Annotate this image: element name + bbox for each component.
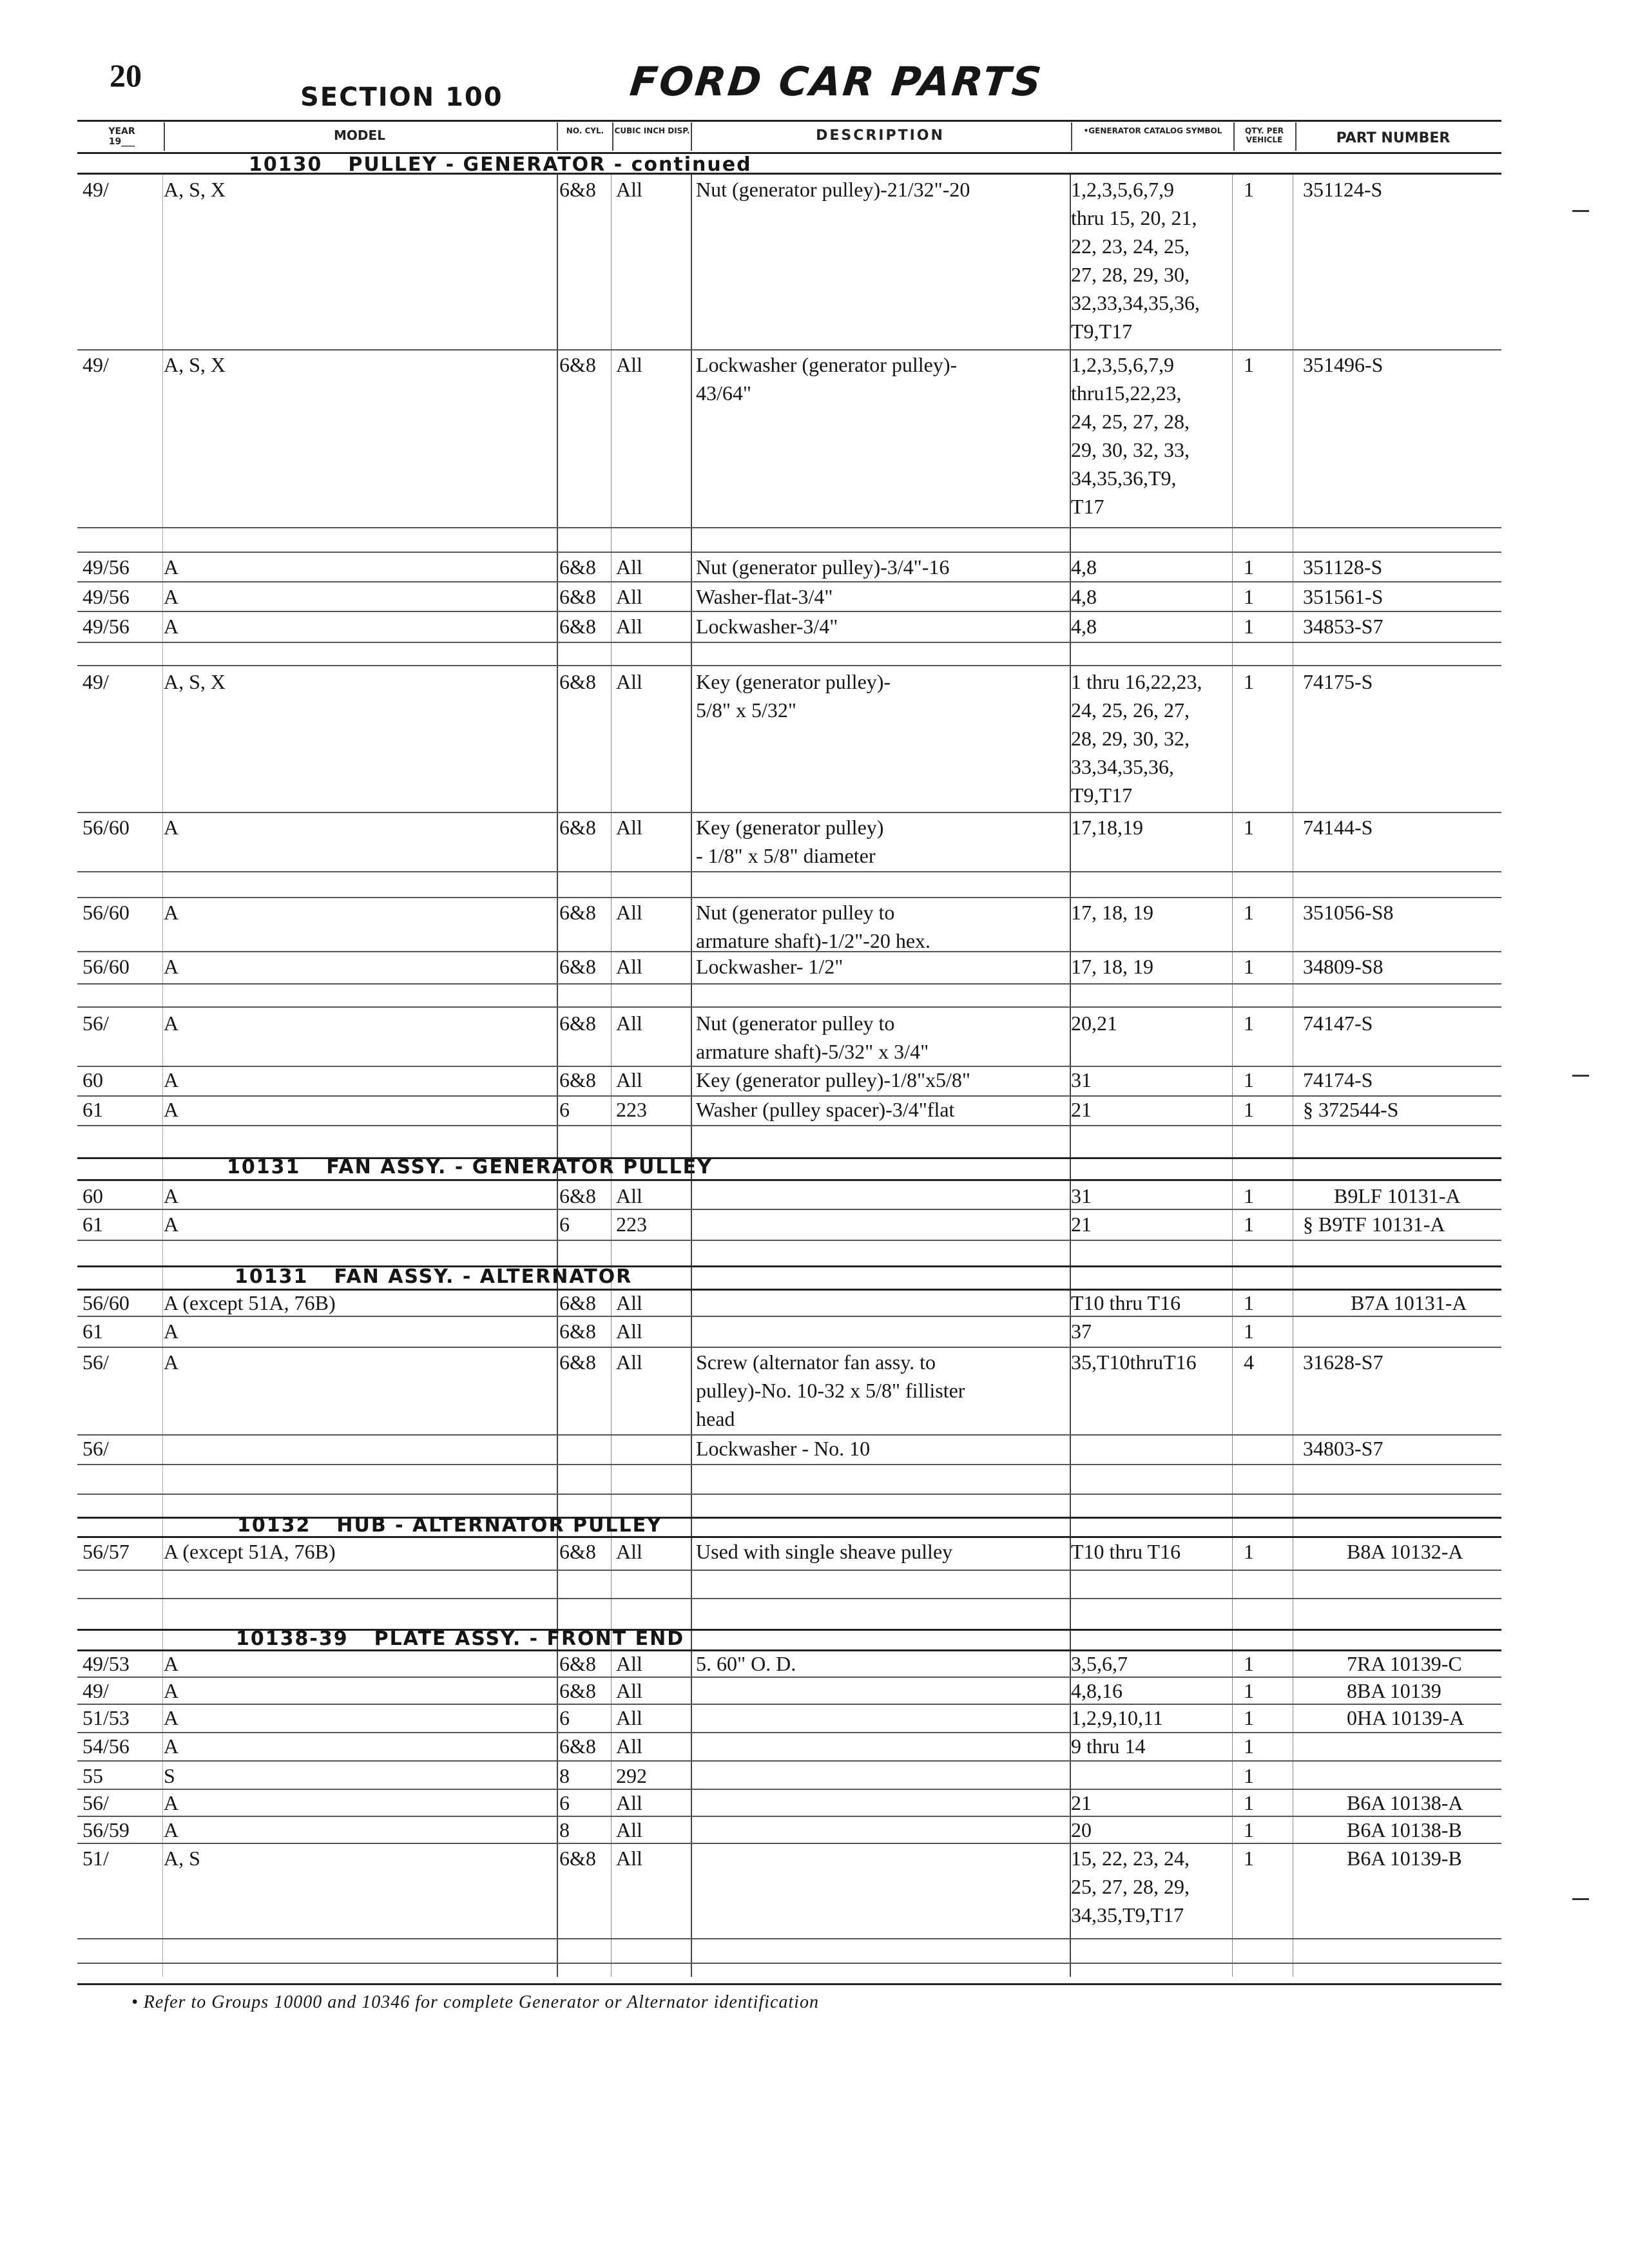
- col-model: MODEL: [334, 128, 385, 143]
- symbol-cell: 9 thru 14: [1071, 1735, 1146, 1758]
- part-number-cell: 351496-S: [1303, 353, 1383, 376]
- cyl-cell: 6&8: [559, 1652, 596, 1675]
- year-cell: 56/59: [82, 1818, 130, 1841]
- model-cell: A: [164, 1735, 179, 1758]
- disp-cell: 292: [616, 1764, 647, 1787]
- cyl-cell: 6&8: [559, 1320, 596, 1343]
- symbol-cell: 4,8,16: [1071, 1679, 1123, 1702]
- cyl-cell: 6&8: [559, 1540, 596, 1563]
- description-cell: Lockwasher - No. 10: [696, 1437, 871, 1460]
- cyl-cell: 6: [559, 1213, 570, 1236]
- symbol-cell: 31: [1071, 1068, 1092, 1091]
- year-cell: 56/60: [82, 1291, 130, 1314]
- symbol-cell: 17,18,19: [1071, 816, 1143, 839]
- symbol-cell: 21: [1071, 1098, 1092, 1121]
- cyl-cell: 6&8: [559, 1735, 596, 1758]
- qty-cell: 1: [1244, 1213, 1254, 1236]
- cyl-cell: 6&8: [559, 901, 596, 924]
- col-description: DESCRIPTION: [816, 128, 945, 144]
- model-cell: A: [164, 955, 179, 978]
- disp-cell: All: [616, 585, 642, 608]
- symbol-cell: 31: [1071, 1184, 1092, 1207]
- disp-cell: All: [616, 1735, 642, 1758]
- symbol-cell: 4,8: [1071, 555, 1097, 579]
- description-cell: Nut (generator pulley to armature shaft)-5/32" x 3/4": [696, 1012, 929, 1063]
- disp-cell: All: [616, 901, 642, 924]
- part-number-cell: B6A 10138-B: [1347, 1818, 1462, 1841]
- model-cell: A: [164, 1012, 179, 1035]
- year-cell: 61: [82, 1098, 103, 1121]
- model-cell: A: [164, 901, 179, 924]
- qty-cell: 1: [1244, 1098, 1254, 1121]
- disp-cell: 223: [616, 1213, 647, 1236]
- qty-cell: 1: [1244, 1320, 1254, 1343]
- qty-cell: 1: [1244, 585, 1254, 608]
- symbol-cell: 35,T10thruT16: [1071, 1350, 1197, 1374]
- col-qty: QTY. PER VEHICLE: [1244, 126, 1284, 144]
- disp-cell: All: [616, 1847, 642, 1870]
- model-cell: A: [164, 1652, 179, 1675]
- qty-cell: 1: [1244, 1791, 1254, 1814]
- model-cell: A (except 51A, 76B): [164, 1540, 336, 1563]
- qty-cell: 1: [1244, 1012, 1254, 1035]
- model-cell: A: [164, 615, 179, 638]
- qty-cell: 1: [1244, 670, 1254, 693]
- disp-cell: All: [616, 1818, 642, 1841]
- part-number-cell: 0HA 10139-A: [1347, 1706, 1465, 1729]
- cyl-cell: 8: [559, 1764, 570, 1787]
- group-name: FAN ASSY. - ALTERNATOR: [334, 1265, 633, 1288]
- cyl-cell: 6&8: [559, 1847, 596, 1870]
- part-number-cell: 351128-S: [1303, 555, 1383, 579]
- disp-cell: All: [616, 1068, 642, 1091]
- disp-cell: All: [616, 1652, 642, 1675]
- model-cell: A: [164, 1068, 179, 1091]
- group-title-10132: [237, 1514, 662, 1537]
- cyl-cell: 6&8: [559, 585, 596, 608]
- qty-cell: 1: [1244, 901, 1254, 924]
- description-cell: Lockwasher- 1/2": [696, 955, 843, 978]
- cyl-cell: 6: [559, 1098, 570, 1121]
- page-number: 20: [110, 57, 142, 93]
- col-year-sub: 19___: [108, 137, 135, 147]
- symbol-cell: T10 thru T16: [1071, 1540, 1181, 1563]
- year-cell: 56/60: [82, 901, 130, 924]
- cyl-cell: 6&8: [559, 1350, 596, 1374]
- part-number-cell: B9LF 10131-A: [1334, 1184, 1461, 1207]
- year-cell: 60: [82, 1068, 103, 1091]
- document-title: FORD CAR PARTS: [628, 58, 1046, 105]
- qty-cell: 1: [1244, 1706, 1254, 1729]
- disp-cell: All: [616, 955, 642, 978]
- qty-cell: 4: [1244, 1350, 1254, 1374]
- description-cell: 5. 60" O. D.: [696, 1652, 796, 1675]
- part-number-cell: 8BA 10139: [1347, 1679, 1441, 1702]
- year-cell: 56/: [82, 1012, 109, 1035]
- col-disp: CUBIC INCH DISP.: [614, 126, 690, 135]
- group-number: 10130: [249, 153, 323, 176]
- description-cell: Washer-flat-3/4": [696, 585, 833, 608]
- description-cell: Washer (pulley spacer)-3/4"flat: [696, 1098, 955, 1121]
- group-number: 10131: [227, 1156, 301, 1178]
- symbol-cell: 15, 22, 23, 24, 25, 27, 28, 29, 34,35,T9,T17: [1071, 1847, 1190, 1927]
- group-number: 10131: [235, 1265, 309, 1288]
- disp-cell: All: [616, 1012, 642, 1035]
- description-cell: Key (generator pulley) - 1/8" x 5/8" diameter: [696, 816, 884, 867]
- cyl-cell: 6: [559, 1791, 570, 1814]
- qty-cell: 1: [1244, 615, 1254, 638]
- year-cell: 61: [82, 1320, 103, 1343]
- part-number-cell: B8A 10132-A: [1347, 1540, 1463, 1563]
- model-cell: A: [164, 1350, 179, 1374]
- part-number-cell: 351056-S8: [1303, 901, 1394, 924]
- cyl-cell: 6&8: [559, 1184, 596, 1207]
- year-cell: 56/: [82, 1350, 109, 1374]
- disp-cell: All: [616, 670, 642, 693]
- section-label: SECTION 100: [300, 82, 503, 112]
- part-number-cell: B6A 10138-A: [1347, 1791, 1463, 1814]
- disp-cell: All: [616, 1320, 642, 1343]
- qty-cell: 1: [1244, 178, 1254, 201]
- qty-cell: 1: [1244, 1540, 1254, 1563]
- disp-cell: All: [616, 1184, 642, 1207]
- qty-cell: 1: [1244, 955, 1254, 978]
- model-cell: A: [164, 1098, 179, 1121]
- year-cell: 49/: [82, 670, 109, 693]
- year-cell: 61: [82, 1213, 103, 1236]
- year-cell: 49/: [82, 353, 109, 376]
- year-cell: 56/60: [82, 816, 130, 839]
- group-number: 10138-39: [236, 1628, 349, 1650]
- symbol-cell: 17, 18, 19: [1071, 955, 1153, 978]
- symbol-cell: 1,2,3,5,6,7,9 thru 15, 20, 21, 22, 23, 24, 25, 27, 28, 29, 30, 32,33,34,35,36, T9,T17: [1071, 178, 1200, 343]
- year-cell: 49/: [82, 1679, 109, 1702]
- year-cell: 49/53: [82, 1652, 130, 1675]
- cyl-cell: 6&8: [559, 1291, 596, 1314]
- year-cell: 56/: [82, 1791, 109, 1814]
- model-cell: A: [164, 585, 179, 608]
- symbol-cell: 1,2,3,5,6,7,9 thru15,22,23, 24, 25, 27, 28, 29, 30, 32, 33, 34,35,36,T9, T17: [1071, 353, 1190, 518]
- model-cell: A: [164, 1184, 179, 1207]
- group-name: PULLEY - GENERATOR - continued: [348, 153, 752, 176]
- year-cell: 56/60: [82, 955, 130, 978]
- part-number-cell: 74147-S: [1303, 1012, 1373, 1035]
- year-cell: 56/57: [82, 1540, 130, 1563]
- cyl-cell: 8: [559, 1818, 570, 1841]
- group-name: HUB - ALTERNATOR PULLEY: [336, 1514, 662, 1537]
- disp-cell: All: [616, 1350, 642, 1374]
- description-cell: Nut (generator pulley to armature shaft)-1/2"-20 hex.: [696, 901, 931, 952]
- model-cell: A, S: [164, 1847, 200, 1870]
- qty-cell: 1: [1244, 1764, 1254, 1787]
- model-cell: A: [164, 1213, 179, 1236]
- disp-cell: All: [616, 353, 642, 376]
- part-number-cell: B6A 10139-B: [1347, 1847, 1462, 1870]
- qty-cell: 1: [1244, 1184, 1254, 1207]
- cyl-cell: 6&8: [559, 1068, 596, 1091]
- description-cell: Screw (alternator fan assy. to pulley)-No. 10-32 x 5/8" fillister head: [696, 1350, 965, 1430]
- year-cell: 51/53: [82, 1706, 130, 1729]
- disp-cell: All: [616, 1291, 642, 1314]
- group-name: PLATE ASSY. - FRONT END: [374, 1628, 685, 1650]
- disp-cell: All: [616, 1791, 642, 1814]
- symbol-cell: 4,8: [1071, 615, 1097, 638]
- description-cell: Key (generator pulley)-1/8"x5/8": [696, 1068, 970, 1091]
- cyl-cell: 6&8: [559, 178, 596, 201]
- part-number-cell: 351561-S: [1303, 585, 1383, 608]
- year-cell: 51/: [82, 1847, 109, 1870]
- margin-mark: [1572, 1898, 1589, 1900]
- disp-cell: All: [616, 1706, 642, 1729]
- disp-cell: All: [616, 615, 642, 638]
- model-cell: A, S, X: [164, 670, 226, 693]
- part-number-cell: 7RA 10139-C: [1347, 1652, 1462, 1675]
- year-cell: 49/56: [82, 615, 130, 638]
- year-cell: 55: [82, 1764, 103, 1787]
- part-number-cell: 34853-S7: [1303, 615, 1383, 638]
- symbol-cell: 1 thru 16,22,23, 24, 25, 26, 27, 28, 29, 30, 32, 33,34,35,36, T9,T17: [1071, 670, 1202, 807]
- qty-cell: 1: [1244, 816, 1254, 839]
- disp-cell: 223: [616, 1098, 647, 1121]
- group-name: FAN ASSY. - GENERATOR PULLEY: [326, 1156, 713, 1178]
- part-number-cell: § 372544-S: [1303, 1098, 1399, 1121]
- symbol-cell: 17, 18, 19: [1071, 901, 1153, 924]
- model-cell: A: [164, 1706, 179, 1729]
- part-number-cell: 34809-S8: [1303, 955, 1383, 978]
- qty-cell: 1: [1244, 1735, 1254, 1758]
- disp-cell: All: [616, 1679, 642, 1702]
- disp-cell: All: [616, 555, 642, 579]
- symbol-cell: 21: [1071, 1791, 1092, 1814]
- part-number-cell: 31628-S7: [1303, 1350, 1383, 1374]
- symbol-cell: 37: [1071, 1320, 1092, 1343]
- model-cell: S: [164, 1764, 175, 1787]
- qty-cell: 1: [1244, 1818, 1254, 1841]
- part-number-cell: § B9TF 10131-A: [1303, 1213, 1445, 1236]
- part-number-cell: 74174-S: [1303, 1068, 1373, 1091]
- disp-cell: All: [616, 816, 642, 839]
- part-number-cell: 351124-S: [1303, 178, 1383, 201]
- qty-cell: 1: [1244, 555, 1254, 579]
- col-year-label: YEAR: [108, 126, 135, 137]
- group-title-10131-generator: [227, 1156, 713, 1178]
- qty-cell: 1: [1244, 353, 1254, 376]
- group-title-10131-alternator: [235, 1265, 632, 1288]
- qty-cell: 1: [1244, 1652, 1254, 1675]
- description-cell: Lockwasher (generator pulley)- 43/64": [696, 353, 958, 405]
- part-number-cell: 34803-S7: [1303, 1437, 1383, 1460]
- model-cell: A: [164, 816, 179, 839]
- group-number: 10132: [237, 1514, 311, 1537]
- part-number-cell: 74175-S: [1303, 670, 1373, 693]
- model-cell: A: [164, 1818, 179, 1841]
- cyl-cell: 6&8: [559, 555, 596, 579]
- group-title-10138-39: [236, 1628, 684, 1650]
- cyl-cell: 6&8: [559, 816, 596, 839]
- cyl-cell: 6&8: [559, 1679, 596, 1702]
- symbol-cell: 4,8: [1071, 585, 1097, 608]
- col-symbol: •GENERATOR CATALOG SYMBOL: [1083, 126, 1222, 135]
- model-cell: A: [164, 1320, 179, 1343]
- symbol-cell: 1,2,9,10,11: [1071, 1706, 1163, 1729]
- model-cell: A: [164, 1679, 179, 1702]
- disp-cell: All: [616, 178, 642, 201]
- symbol-cell: T10 thru T16: [1071, 1291, 1181, 1314]
- part-number-cell: 74144-S: [1303, 816, 1373, 839]
- margin-mark: [1572, 210, 1589, 212]
- symbol-cell: 3,5,6,7: [1071, 1652, 1128, 1675]
- year-cell: 49/: [82, 178, 109, 201]
- model-cell: A: [164, 555, 179, 579]
- col-cyl: NO. CYL.: [566, 126, 604, 135]
- model-cell: A, S, X: [164, 178, 226, 201]
- description-cell: Key (generator pulley)- 5/8" x 5/32": [696, 670, 891, 722]
- header-top-rule: [77, 120, 1501, 122]
- part-number-cell: B7A 10131-A: [1351, 1291, 1467, 1314]
- model-cell: A: [164, 1791, 179, 1814]
- qty-cell: 1: [1244, 1291, 1254, 1314]
- cyl-cell: 6&8: [559, 1012, 596, 1035]
- model-cell: A (except 51A, 76B): [164, 1291, 336, 1314]
- year-cell: 49/56: [82, 555, 130, 579]
- year-cell: 56/: [82, 1437, 109, 1460]
- year-cell: 60: [82, 1184, 103, 1207]
- qty-cell: 1: [1244, 1068, 1254, 1091]
- cyl-cell: 6: [559, 1706, 570, 1729]
- col-part-number: PART NUMBER: [1336, 130, 1451, 146]
- disp-cell: All: [616, 1540, 642, 1563]
- footnote: • Refer to Groups 10000 and 10346 for complete Generator or Alternator identification: [131, 1992, 819, 2012]
- cyl-cell: 6&8: [559, 615, 596, 638]
- margin-mark: [1572, 1075, 1589, 1077]
- symbol-cell: 20: [1071, 1818, 1092, 1841]
- qty-cell: 1: [1244, 1679, 1254, 1702]
- year-cell: 54/56: [82, 1735, 130, 1758]
- cyl-cell: 6&8: [559, 353, 596, 376]
- year-cell: 49/56: [82, 585, 130, 608]
- cyl-cell: 6&8: [559, 955, 596, 978]
- cyl-cell: 6&8: [559, 670, 596, 693]
- qty-cell: 1: [1244, 1847, 1254, 1870]
- model-cell: A, S, X: [164, 353, 226, 376]
- col-year: [80, 126, 164, 152]
- symbol-cell: 21: [1071, 1213, 1092, 1236]
- description-cell: Nut (generator pulley)-21/32"-20: [696, 178, 970, 201]
- description-cell: Used with single sheave pulley: [696, 1540, 953, 1563]
- description-cell: Nut (generator pulley)-3/4"-16: [696, 555, 950, 579]
- symbol-cell: 20,21: [1071, 1012, 1117, 1035]
- description-cell: Lockwasher-3/4": [696, 615, 838, 638]
